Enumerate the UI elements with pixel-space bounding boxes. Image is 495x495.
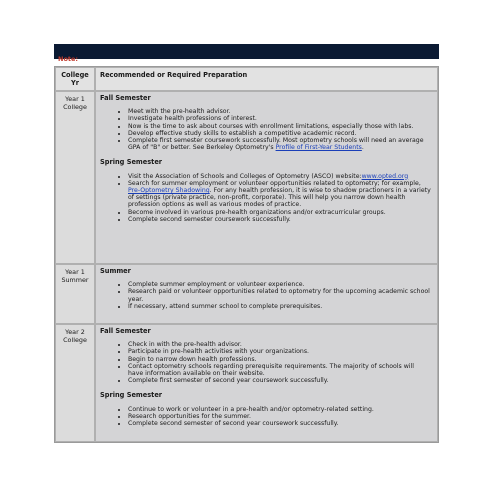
list-item: • Research opportunities for the summer. (128, 413, 431, 420)
semester-title: Spring Semester (100, 391, 163, 400)
task-list (100, 108, 431, 151)
preparation-cell (95, 324, 438, 442)
column-header-college-year: College Yr (55, 67, 95, 91)
list-item: • Meet with the pre-health advisor. (128, 108, 431, 115)
year-cell: Year 2 College (55, 324, 95, 442)
table-row (55, 264, 438, 324)
list-item: • Become involved in various pre-health organizations and/or extracurricular groups. (128, 209, 431, 216)
column-header-preparation: Recommended or Required Preparation (95, 67, 438, 91)
list-item: • Research paid or volunteer opportunities related to optometry for the upcoming academic school year. (128, 288, 431, 302)
preparation-table (54, 66, 439, 443)
list-item: • Check in with the pre-health advisor. (128, 341, 431, 348)
semester-title: Spring Semester (100, 158, 163, 167)
preparation-cell (95, 91, 438, 264)
list-item (128, 180, 431, 209)
semester-title: Fall Semester (100, 94, 151, 102)
list-item: • Participate in pre-health activities with your organizations. (128, 348, 431, 355)
semester-title: Summer (100, 267, 131, 275)
list-item: • If necessary, attend summer school to complete prerequisites. (128, 303, 431, 310)
preparation-cell (95, 264, 438, 324)
pre-optometry-shadowing-link[interactable]: Pre-Optometry Shadowing (128, 187, 210, 195)
list-item: • Develop effective study skills to establish a competitive academic record. (128, 130, 431, 137)
list-item: • Investigate health professions of interest. (128, 115, 431, 122)
year-cell: Year 1 College (55, 91, 95, 264)
note-label: Note: (58, 55, 79, 63)
table-row (55, 324, 438, 442)
list-item: • Contact optometry schools regarding prerequisite requirements. The majority of schools will have information available on their website. (128, 363, 431, 377)
item-text-after: . For any health profession, it is wise to shadow practioners in a variety of settings (private practice, non-profit, corporate). This will help you narrow down health profession options as well as various modes of practice. (128, 187, 431, 209)
list-item (128, 137, 431, 151)
asco-website-link[interactable]: www.opted.org (361, 172, 409, 180)
list-item: • Complete second semester of second year coursework successfully. (128, 420, 431, 427)
table-header-row (55, 67, 438, 91)
list-item: • Complete second semester coursework successfully. (128, 216, 431, 223)
task-list (100, 281, 431, 310)
list-item: • Now is the time to ask about courses with enrollment limitations, especially those with labs. (128, 123, 431, 130)
list-item: • Complete summer employment or volunteer experience. (128, 281, 431, 288)
item-text: Visit the Association of Schools and Colleges of Optometry (ASCO) website: (128, 172, 362, 180)
list-item (128, 173, 431, 180)
note-banner (54, 44, 439, 63)
task-list (100, 173, 431, 223)
table-row (55, 91, 438, 264)
profile-first-year-students-link[interactable]: Profile of First-Year Students (275, 144, 362, 152)
task-list (100, 341, 431, 384)
list-item: • Begin to narrow down health professions. (128, 356, 431, 363)
list-item: • Continue to work or volunteer in a pre-health and/or optometry-related setting. (128, 406, 431, 413)
item-text: Search for summer employment or volunteer opportunities related to optometry; for example, (128, 179, 421, 187)
list-item: • Complete first semester of second year coursework successfully. (128, 377, 431, 384)
year-cell: Year 1 Summer (55, 264, 95, 324)
item-text: Complete first semester coursework successfully. Most optometry schools will need an average GPA of "B" or better. See Berkeley Optometry's (128, 137, 424, 152)
semester-title: Fall Semester (100, 327, 151, 335)
item-text-after: . (361, 144, 364, 152)
task-list (100, 406, 431, 428)
